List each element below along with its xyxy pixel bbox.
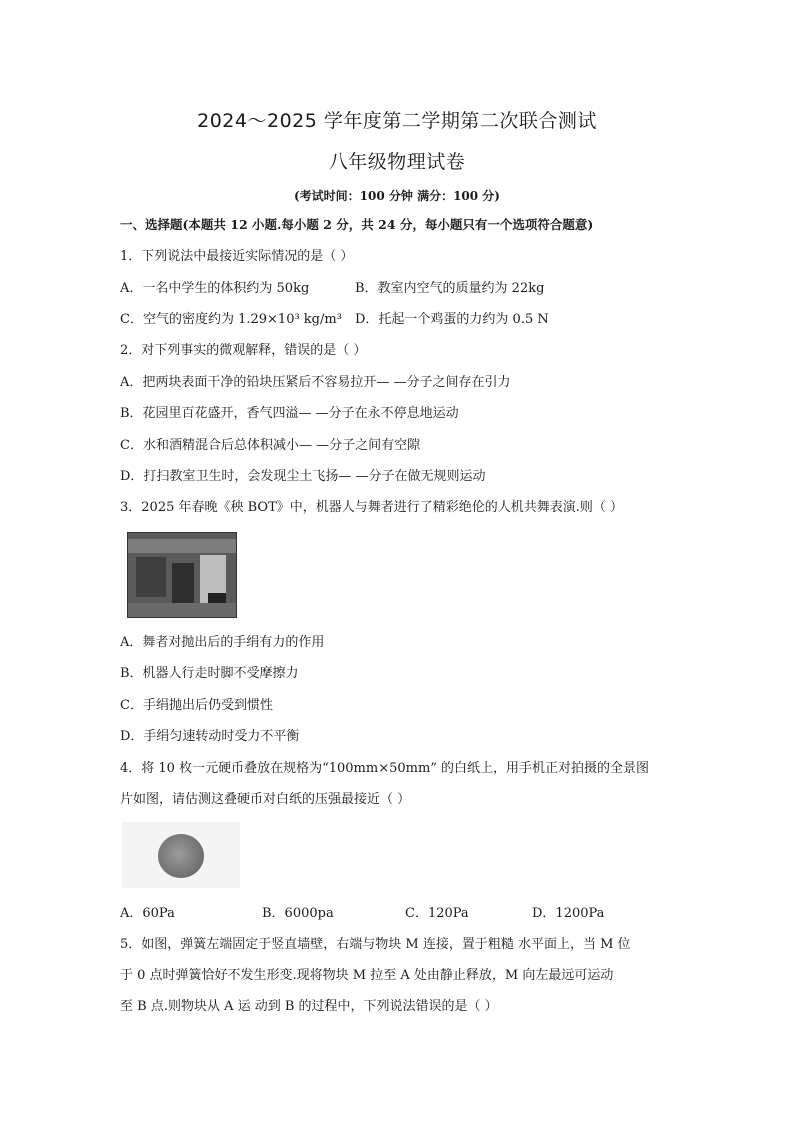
question-2-stem: 2．对下列事实的微观解释，错误的是（ ） (120, 343, 367, 358)
question-4-option-a: A．60Pa (120, 906, 175, 921)
question-5-line-3: 至 B 点.则物块从 A 运 动到 B 的过程中，下列说法错误的是（ ） (120, 999, 498, 1014)
exam-subtitle: 八年级物理试卷 (328, 151, 466, 173)
question-2-option-a: A．把两块表面干净的铅块压紧后不容易拉开— —分子之间存在引力 (120, 375, 511, 390)
question-1-stem: 1．下列说法中最接近实际情况的是（ ） (120, 249, 354, 264)
coin-stack (158, 834, 204, 878)
question-3-option-d: D．手绢匀速转动时受力不平衡 (120, 729, 300, 744)
question-1-option-d: D．托起一个鸡蛋的力约为 0.5 N (355, 312, 549, 327)
question-3-photo (127, 532, 237, 618)
question-2-option-c: C．水和酒精混合后总体积减小— —分子之间有空隙 (120, 438, 421, 453)
question-4-stem-line-1: 4．将 10 枚一元硬币叠放在规格为“100mm×50mm” 的白纸上，用手机正对拍摄的全景图 (120, 761, 650, 776)
question-4-stem-line-2: 片如图，请估测这叠硬币对白纸的压强最接近（ ） (120, 792, 411, 807)
question-3-option-b: B．机器人行走时脚不受摩擦力 (120, 666, 299, 681)
question-4-option-d: D．1200Pa (532, 906, 605, 921)
question-1-option-c: C．空气的密度约为 1.29×10³ kg/m³ (120, 312, 342, 327)
question-4-option-b: B．6000pa (262, 906, 334, 921)
question-5-line-2: 于 0 点时弹簧恰好不发生形变.现将物块 M 拉至 A 处由静止释放，M 向左最远可运动 (120, 968, 614, 983)
exam-info: (考试时间：100 分钟 满分：100 分) (294, 189, 500, 203)
question-1-option-b: B．教室内空气的质量约为 22kg (355, 281, 545, 296)
question-4-coin-photo (122, 822, 240, 888)
question-1-option-a: A．一名中学生的体积约为 50kg (120, 281, 310, 296)
question-2-option-d: D．打扫教室卫生时，会发现尘土飞扬— —分子在做无规则运动 (120, 469, 486, 484)
section-heading: 一、选择题(本题共 12 小题.每小题 2 分，共 24 分，每小题只有一个选项符合题意) (120, 217, 594, 232)
question-2-option-b: B．花园里百花盛开，香气四溢— —分子在永不停息地运动 (120, 406, 459, 421)
exam-title: 2024～2025 学年度第二学期第二次联合测试 (197, 110, 597, 132)
question-3-option-c: C．手绢抛出后仍受到惯性 (120, 698, 273, 713)
question-3-stem: 3．2025 年春晚《秧 BOT》中，机器人与舞者进行了精彩绝伦的人机共舞表演.则（ ） (120, 500, 624, 515)
question-5-line-1: 5．如图，弹簧左端固定于竖直墙壁，右端与物块 M 连接，置于粗糙 水平面上，当 M 位 (120, 937, 631, 952)
question-3-option-a: A．舞者对抛出后的手绢有力的作用 (120, 635, 325, 650)
question-4-option-c: C．120Pa (405, 906, 469, 921)
